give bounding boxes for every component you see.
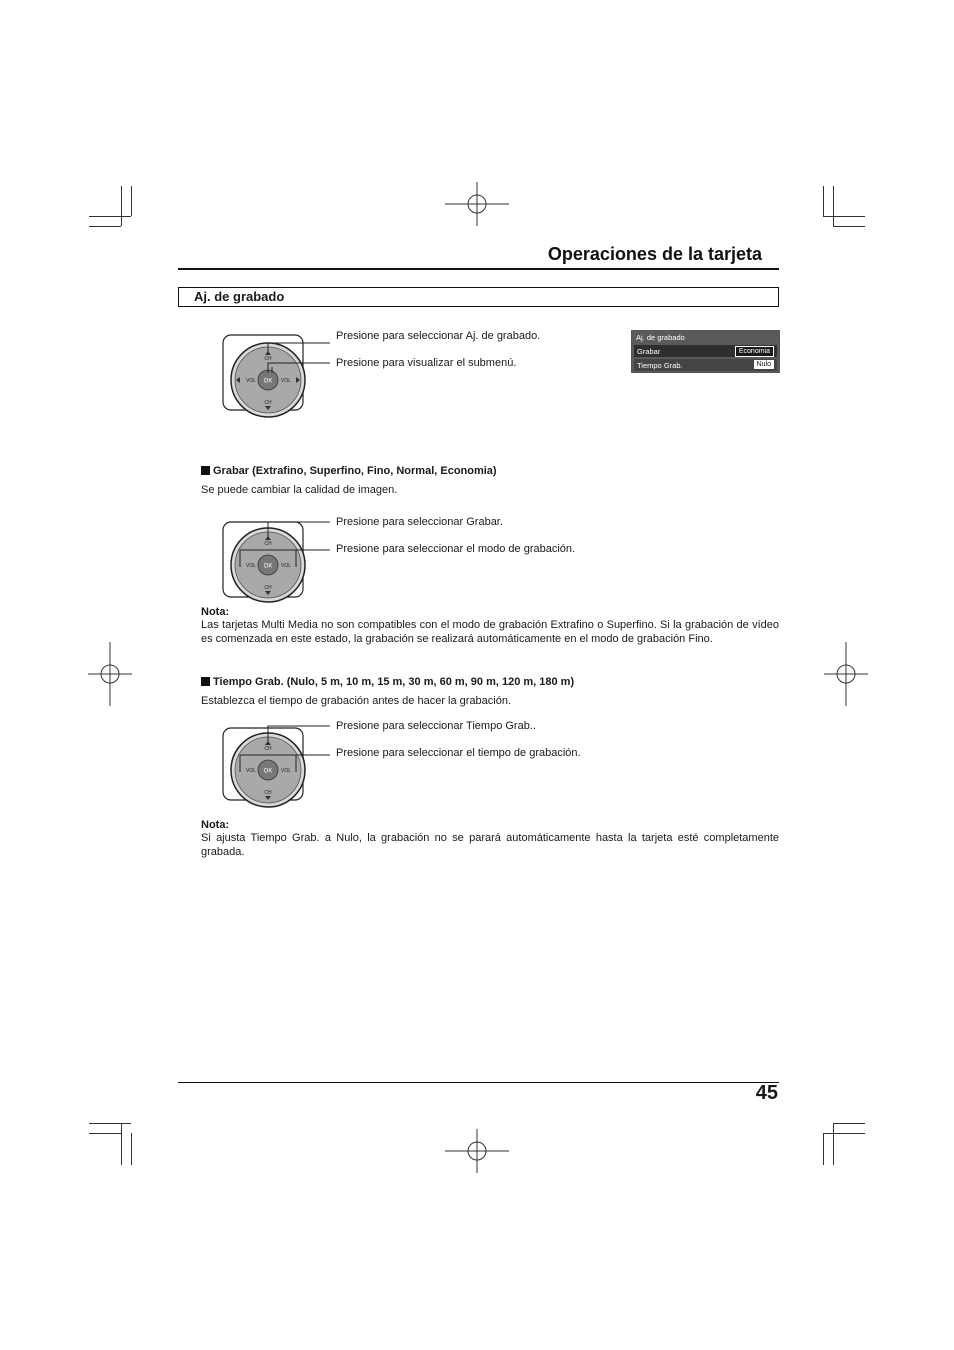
- grabar-note-label: Nota:: [201, 606, 230, 618]
- ok-label: OK: [263, 563, 273, 570]
- ch-up-label: CH: [264, 541, 272, 547]
- ch-up-label: CH: [264, 356, 272, 362]
- title-rule: [178, 268, 779, 270]
- registration-mark-bottom: [445, 1119, 509, 1183]
- tiempo-note-text: Si ajusta Tiempo Grab. a Nulo, la grabación no se parará automáticamente hasta la tarjeta esté completamente grabada.: [201, 832, 779, 858]
- step1-instruction-1: Presione para seleccionar Aj. de grabado.: [336, 330, 541, 342]
- tiempo-note-label: Nota:: [201, 819, 230, 831]
- osd-row-value: Nulo: [754, 360, 774, 369]
- footer-rule: [178, 1082, 779, 1083]
- ch-up-label: CH: [264, 746, 272, 752]
- ok-label: OK: [263, 378, 273, 385]
- grabar-note-text: Las tarjetas Multi Media no son compatibles con el modo de grabación Extrafino o Superfino. Si la grabación de vídeo es comenzada en este estado, la grabación se realizará automáticamente en el modo de grabación Fino.: [201, 619, 779, 645]
- osd-row-value: Economia: [735, 346, 774, 357]
- tiempo-description: Establezca el tiempo de grabación antes de hacer la grabación.: [201, 695, 512, 707]
- vol-right-label: VOL: [280, 563, 292, 569]
- vol-left-label: VOL: [245, 768, 257, 774]
- section-title: Aj. de grabado: [194, 289, 285, 304]
- vol-right-label: VOL: [280, 378, 292, 384]
- tiempo-heading: [201, 675, 574, 689]
- osd-row-label: Grabar: [637, 347, 661, 356]
- osd-row-tiempo: [634, 359, 777, 371]
- registration-mark-right: [814, 642, 878, 706]
- osd-row-grabar: [634, 345, 777, 357]
- grabar-heading: [201, 464, 497, 478]
- remote-diagram-tiempo: [220, 718, 620, 818]
- page-title: Operaciones de la tarjeta: [547, 244, 762, 264]
- osd-menu: [631, 330, 780, 373]
- registration-mark-top: [445, 172, 509, 236]
- step1-instruction-2: Presione para visualizar el submenú.: [336, 357, 517, 369]
- grabar-heading-text: Grabar (Extrafino, Superfino, Fino, Normal, Economia): [213, 465, 497, 477]
- tiempo-instruction-2: Presione para seleccionar el tiempo de grabación.: [336, 747, 581, 759]
- tiempo-instruction-1: Presione para seleccionar Tiempo Grab..: [336, 720, 536, 732]
- osd-row-label: Tiempo Grab.: [637, 361, 683, 370]
- registration-mark-left: [78, 642, 142, 706]
- tiempo-heading-text: Tiempo Grab. (Nulo, 5 m, 10 m, 15 m, 30 m, 60 m, 90 m, 120 m, 180 m): [213, 676, 575, 688]
- ch-down-label: CH: [264, 585, 272, 591]
- grabar-description: Se puede cambiar la calidad de imagen.: [201, 484, 398, 496]
- vol-left-label: VOL: [245, 378, 257, 384]
- grabar-instruction-1: Presione para seleccionar Grabar.: [336, 516, 503, 528]
- vol-right-label: VOL: [280, 768, 292, 774]
- square-bullet-icon: [201, 677, 210, 686]
- ch-down-label: CH: [264, 790, 272, 796]
- ok-label: OK: [263, 768, 273, 775]
- osd-title: Aj. de grabado: [636, 333, 685, 342]
- page-number: 45: [755, 1082, 778, 1104]
- section-header-box: [178, 287, 779, 307]
- square-bullet-icon: [201, 466, 210, 475]
- vol-left-label: VOL: [245, 563, 257, 569]
- ch-down-label: CH: [264, 400, 272, 406]
- grabar-instruction-2: Presione para seleccionar el modo de grabación.: [336, 543, 576, 555]
